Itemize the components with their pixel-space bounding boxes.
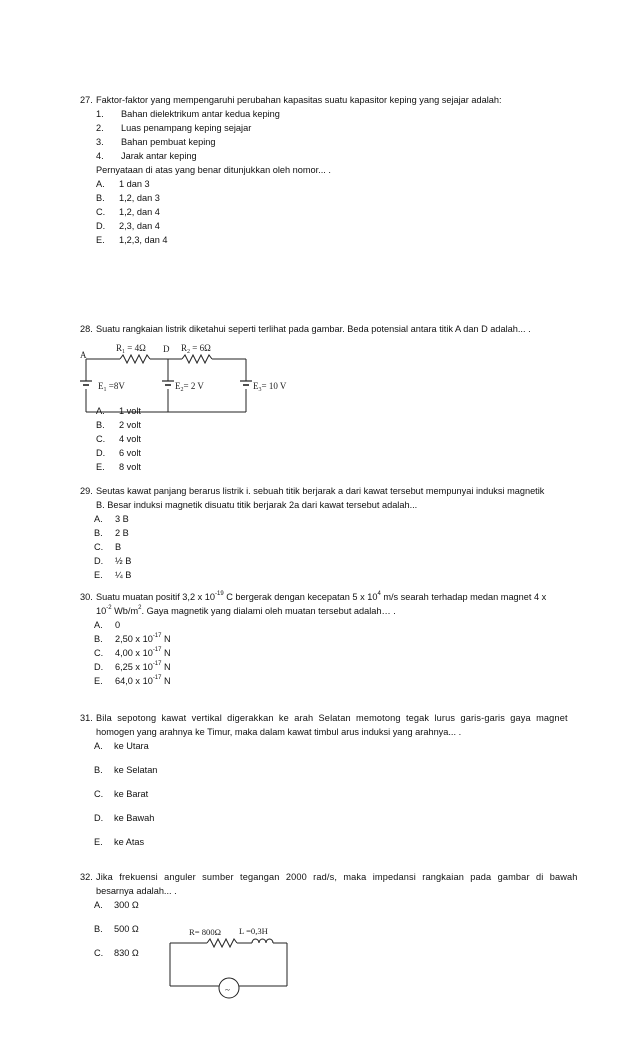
option-letter: A. — [96, 406, 105, 416]
option-letter: D. — [96, 448, 106, 458]
option-letter: D. — [96, 221, 106, 231]
r1-label: $R_1 = 4\Omega$ — [116, 343, 146, 355]
option-text: 6,25 x $10^{-17}$ N — [115, 661, 171, 672]
question-number: 27. — [80, 95, 93, 105]
option-text: 2,50 x $10^{-17}$ N — [115, 633, 171, 644]
option-letter: A. — [94, 741, 103, 751]
option-letter: D. — [94, 556, 104, 566]
option-text: 8 volt — [119, 462, 141, 472]
option-letter: C. — [94, 648, 104, 658]
list-item: Luas penampang keping sejajar — [121, 123, 252, 133]
option-text: ¼ B — [115, 570, 132, 580]
option-text: 830 Ω — [114, 948, 139, 958]
option-letter: D. — [94, 662, 104, 672]
option-text: 2,3, dan 4 — [119, 221, 160, 231]
ac-source-icon: ~ — [225, 985, 230, 995]
option-text: 4,00 x $10^{-17}$ N — [115, 647, 171, 658]
option-text: 1 volt — [119, 406, 141, 416]
option-text: 4 volt — [119, 434, 141, 444]
e3-label: $E_3= 10$ V — [253, 381, 287, 393]
option-text: 2 B — [115, 528, 129, 538]
option-text: 1,2,3, dan 4 — [119, 235, 168, 245]
question-stem-line2: B. Besar induksi magnetik disuatu titik berjarak 2a dari kawat tersebut adalah... — [96, 500, 418, 510]
list-item: Jarak antar keping — [121, 151, 197, 161]
option-letter: E. — [96, 235, 105, 245]
list-item-number: 1. — [96, 109, 104, 119]
option-letter: A. — [96, 179, 105, 189]
option-text: ke Bawah — [114, 813, 155, 823]
option-letter: A. — [94, 900, 103, 910]
point-a-label: A — [80, 350, 87, 360]
option-text: ½ B — [115, 556, 132, 566]
list-item: Bahan pembuat keping — [121, 137, 216, 147]
question-stem-line1: Seutas kawat panjang berarus listrik i. sebuah titik berjarak a dari kawat tersebut mempunyai induksi magnetik — [96, 486, 545, 496]
option-text: 6 volt — [119, 448, 141, 458]
question-stem-line2: $10^{-2}$ $Wb/m^2$. Gaya magnetik yang dialami oleh muatan tersebut adalah… . — [96, 605, 396, 616]
option-letter: E. — [94, 837, 103, 847]
list-item-number: 3. — [96, 137, 104, 147]
option-text: ke Atas — [114, 837, 145, 847]
option-letter: C. — [96, 434, 106, 444]
option-text: 2 volt — [119, 420, 141, 430]
option-letter: B. — [94, 528, 103, 538]
option-letter: B. — [94, 634, 103, 644]
question-stem-line2: homogen yang arahnya ke Timur, maka dalam kawat timbul arus induksi yang arahnya... . — [96, 727, 462, 737]
option-text: 300 Ω — [114, 900, 139, 910]
question-stem-line1: Suatu muatan positif 3,2 x $10^{-19}$ C bergerak dengan kecepatan 5 x $10^4$ m/s searah terhadap medan magnet 4 x — [96, 591, 547, 602]
statement: Pernyataan di atas yang benar ditunjukkan oleh nomor... . — [96, 165, 331, 175]
option-letter: C. — [94, 542, 104, 552]
option-letter: B. — [96, 420, 105, 430]
question-number: 28. — [80, 324, 93, 334]
question-number: 30. — [80, 592, 93, 602]
question-number: 31. — [80, 713, 93, 723]
option-letter: A. — [94, 514, 103, 524]
question-stem-line1: Bila sepotong kawat vertikal digerakkan ke arah Selatan memotong tegak lurus garis-garis gaya magnet — [96, 713, 568, 723]
question-number: 32. — [80, 872, 93, 882]
list-item: Bahan dielektrikum antar kedua keping — [121, 109, 280, 119]
option-letter: C. — [96, 207, 106, 217]
r2-label: $R_2 = 6\Omega$ — [181, 343, 211, 355]
option-letter: A. — [94, 620, 103, 630]
list-item-number: 4. — [96, 151, 104, 161]
option-letter: D. — [94, 813, 104, 823]
option-letter: E. — [96, 462, 105, 472]
option-letter: B. — [96, 193, 105, 203]
question-stem: Faktor-faktor yang mempengaruhi perubahan kapasitas suatu kapasitor keping yang sejajar adalah: — [96, 95, 502, 105]
question-stem: Suatu rangkaian listrik diketahui seperti terlihat pada gambar. Beda potensial antara titik A dan D adalah... . — [96, 324, 531, 334]
option-text: ke Selatan — [114, 765, 158, 775]
option-text: 1 dan 3 — [119, 179, 150, 189]
option-letter: C. — [94, 948, 104, 958]
option-letter: E. — [94, 676, 103, 686]
list-item-number: 2. — [96, 123, 104, 133]
option-text: 3 B — [115, 514, 129, 524]
option-letter: E. — [94, 570, 103, 580]
option-text: B — [115, 542, 122, 552]
option-text: 500 Ω — [114, 924, 139, 934]
option-letter: B. — [94, 924, 103, 934]
question-number: 29. — [80, 486, 93, 496]
option-text: 64,0 x $10^{-17}$ N — [115, 675, 171, 686]
e2-label: $E_2= 2$ V — [175, 381, 204, 393]
option-text: ke Barat — [114, 789, 149, 799]
inductor-label: L =0,3H — [239, 926, 268, 936]
question-stem-line2: besarnya adalah... . — [96, 886, 177, 896]
resistor-label: R= 800Ω — [189, 927, 222, 937]
question-stem-line1: Jika frekuensi anguler sumber tegangan 2000 rad/s, maka impedansi rangkaian pada gambar di bawah — [96, 872, 578, 882]
point-d-label: D — [163, 344, 170, 354]
option-text: 1,2, dan 4 — [119, 207, 160, 217]
option-text: 0 — [115, 620, 121, 630]
option-letter: C. — [94, 789, 104, 799]
e1-label: $E_1 =8V$ — [98, 381, 125, 393]
option-text: ke Utara — [114, 741, 149, 751]
option-letter: B. — [94, 765, 103, 775]
option-text: 1,2, dan 3 — [119, 193, 160, 203]
